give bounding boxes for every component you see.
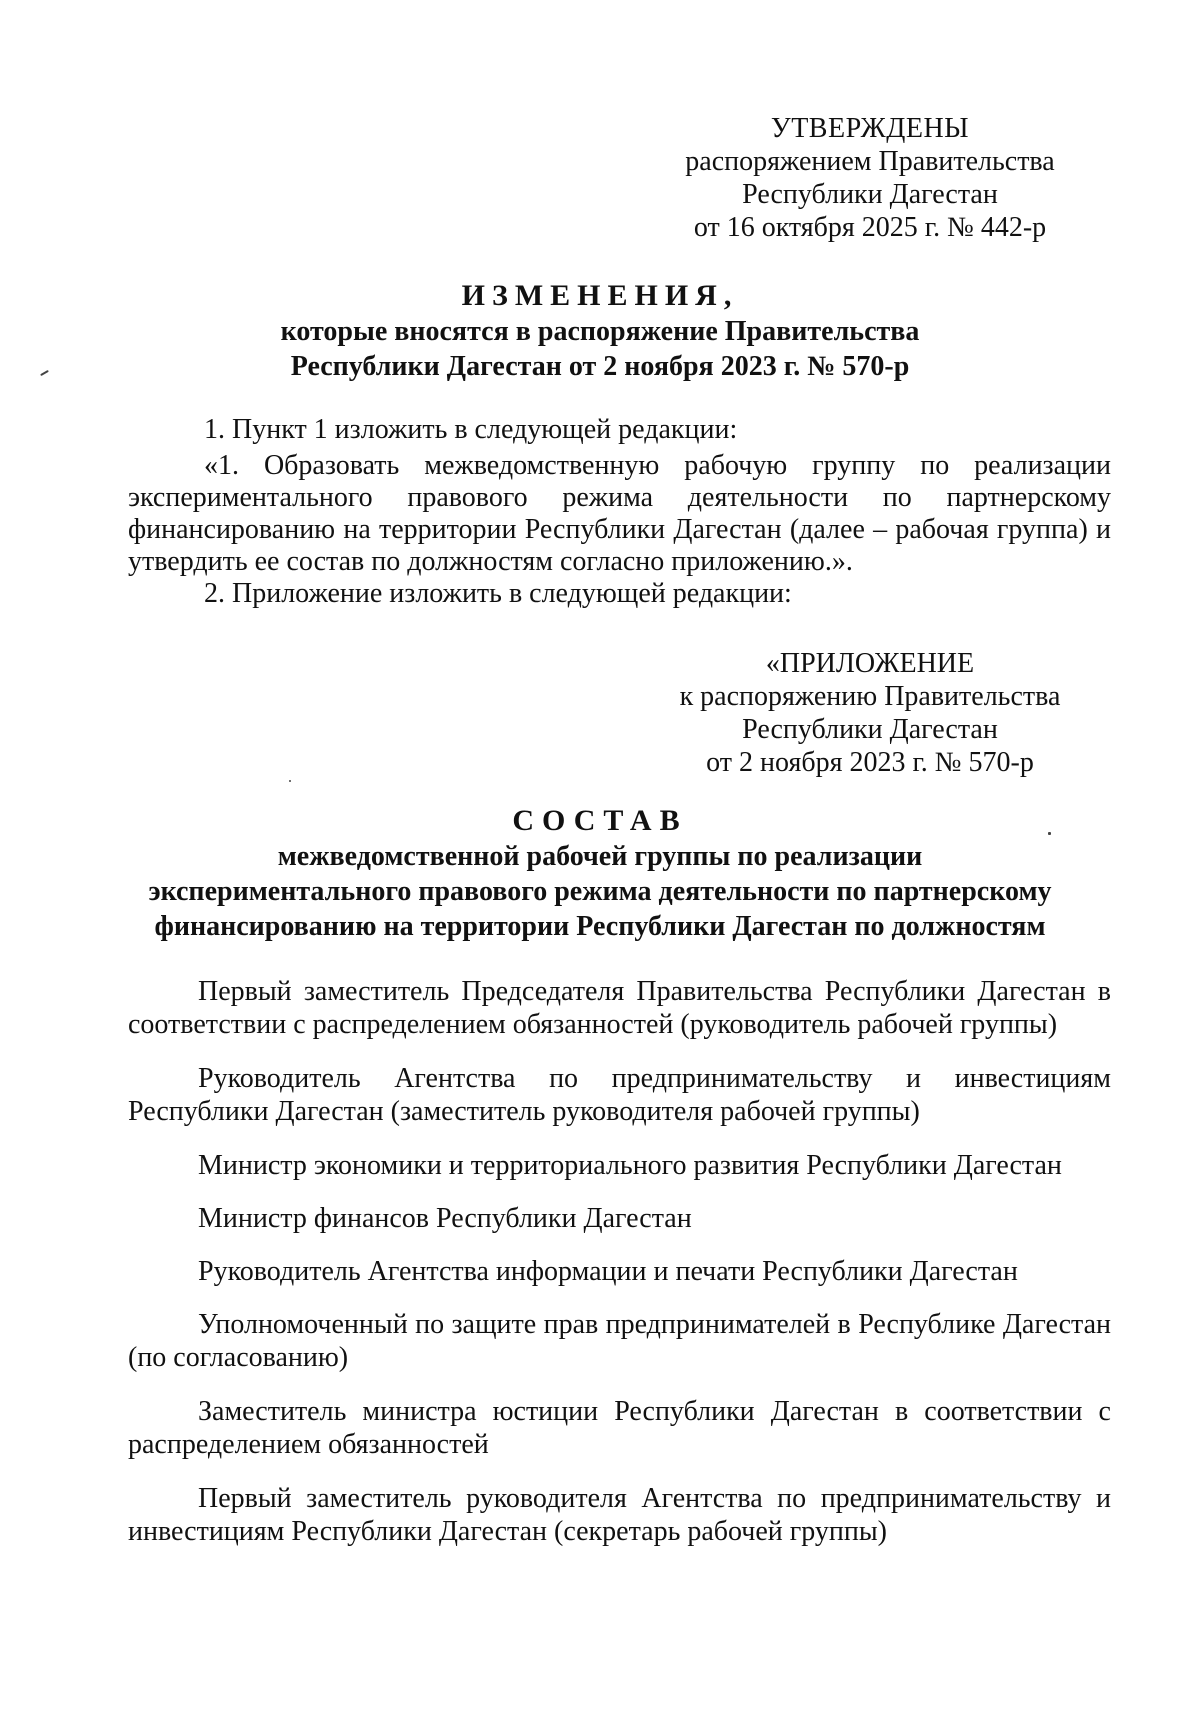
paragraph-2: «1. Образовать межведомственную рабочую группу по реализации экспериментального правового режима деятельности по партнерскому финансированию на территории Республики Дагестан (далее – рабочая группа) и утвердить ее состав по должностям согласно приложению.».	[128, 450, 1111, 577]
member-item: Руководитель Агентства информации и печати Республики Дагестан	[198, 1256, 1018, 1287]
changes-title	[100, 278, 1100, 384]
member-list	[128, 975, 1111, 1569]
paragraph-3: 2. Приложение изложить в следующей редакции:	[204, 578, 792, 609]
changes-title-line-2: Республики Дагестан от 2 ноября 2023 г. № 570-р	[290, 351, 910, 382]
composition-title-line-2: экспериментального правового режима деятельности по партнерскому	[148, 876, 1052, 907]
approval-line-3: от 16 октября 2025 г. № 442-р	[693, 212, 1047, 243]
approval-stamp	[650, 112, 1090, 244]
member-item: Первый заместитель Председателя Правительства Республики Дагестан в соответствии с распределением обязанностей (руководитель рабочей группы)	[128, 976, 1111, 1040]
appendix-line-1: к распоряжению Правительства	[679, 681, 1061, 712]
composition-title	[100, 803, 1100, 944]
member-item: Заместитель министра юстиции Республики Дагестан в соответствии с распределением обязанностей	[128, 1396, 1111, 1460]
member-item: Уполномоченный по защите прав предпринимателей в Республике Дагестан (по согласованию)	[128, 1309, 1111, 1373]
composition-title-line-1: межведомственной рабочей группы по реализации	[277, 841, 923, 872]
approval-heading: УТВЕРЖДЕНЫ	[770, 113, 970, 144]
changes-title-word: ИЗМЕНЕНИЯ,	[461, 279, 739, 312]
changes-title-line-1: которые вносятся в распоряжение Правительства	[280, 316, 920, 347]
approval-line-1: распоряжением Правительства	[685, 146, 1055, 177]
member-item: Руководитель Агентства по предпринимательству и инвестициям Республики Дагестан (заместитель руководителя рабочей группы)	[128, 1063, 1111, 1127]
approval-line-2: Республики Дагестан	[742, 179, 998, 210]
appendix-line-3: от 2 ноября 2023 г. № 570-р	[706, 747, 1034, 778]
member-item: Министр экономики и территориального развития Республики Дагестан	[198, 1150, 1062, 1181]
member-item: Министр финансов Республики Дагестан	[198, 1203, 692, 1234]
composition-title-word: СОСТАВ	[512, 804, 688, 837]
scan-artifact	[40, 370, 49, 376]
scan-artifact	[289, 780, 291, 782]
paragraph-1: 1. Пункт 1 изложить в следующей редакции:	[204, 414, 738, 445]
member-item: Первый заместитель руководителя Агентства по предпринимательству и инвестициям Республики Дагестан (секретарь рабочей группы)	[128, 1483, 1111, 1547]
composition-title-line-3: финансированию на территории Республики Дагестан по должностям	[154, 911, 1046, 942]
appendix-line-2: Республики Дагестан	[742, 714, 998, 745]
scan-artifact	[1048, 832, 1051, 835]
appendix-header	[650, 647, 1090, 779]
appendix-heading: «ПРИЛОЖЕНИЕ	[765, 648, 975, 679]
